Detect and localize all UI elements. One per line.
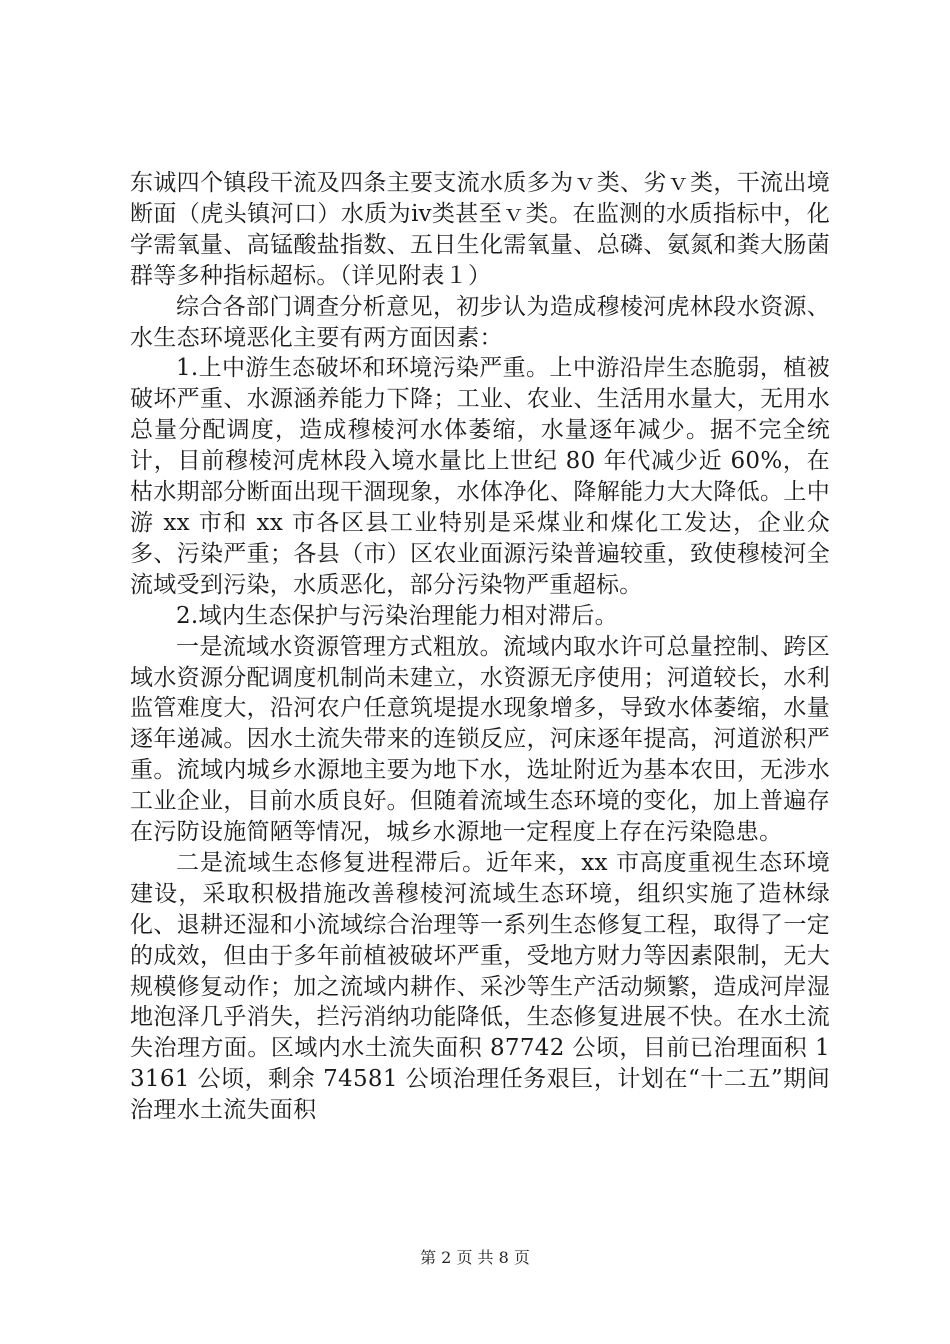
paragraph-water-management: 一是流域水资源管理方式粗放。流域内取水许可总量控制、跨区域水资源分配调度机制尚未建立，水资源无序使用；河道较长，水利监管难度大，沿河农户任意筑堤提水现象增多，导致水体萎缩，水量逐年递减。因水土流失带来的连锁反应，河床逐年提高，河道淤积严重。流域内城乡水源地主要为地下水，选址附近为基本农田，无涉水工业企业，目前水质良好。但随着流域生态环境的变化，加上普遍存在污防设施简陋等情况，城乡水源地一定程度上存在污染隐患。	[130, 633, 830, 846]
paragraph-factor-2-heading: 2.域内生态保护与污染治理能力相对滞后。	[176, 602, 618, 629]
paragraph-ecological-restoration: 二是流域生态修复进程滞后。近年来，xx 市高度重视生态环境建设，采取积极措施改善穆棱河流域生态环境，组织实施了造林绿化、退耕还湿和小流域综合治理等一系列生态修复工程，取得了一定的成效，但由于多年前植被破坏严重，受地方财力等因素限制，无大规模修复动作；加之流域内耕作、采沙等生产活动频繁，造成河岸湿地泡泽几乎消失，拦污消纳功能降低，生态修复进展不快。在水土流失治理方面。区域内水土流失面积 87742 公顷，目前已治理面积 13161 公顷，剩余 74581 公顷治理任务艰巨，计划在“十二五”期间治理水土流失面积	[130, 849, 830, 1124]
paragraph-factor-1: 1.上中游生态破坏和环境污染严重。上中游沿岸生态脆弱，植被破坏严重、水源涵养能力下降；工业、农业、生活用水量大，无用水总量分配调度，造成穆棱河水体萎缩，水量逐年减少。据不完全统计，目前穆棱河虎林段入境水量比上世纪 80 年代减少近 60%，在枯水期部分断面出现干涸现象，水体净化、降解能力大大降低。上中游 xx 市和 xx 市各区县工业特别是采煤业和煤化工发达，企业众多、污染严重；各县（市）区农业面源污染普遍较重，致使穆棱河全流域受到污染，水质恶化，部分污染物严重超标。	[130, 355, 830, 598]
paragraph-water-quality: 东诚四个镇段干流及四条主要支流水质多为ｖ类、劣ｖ类，干流出境断面（虎头镇河口）水质为ⅳ类甚至ｖ类。在监测的水质指标中，化学需氧量、高锰酸盐指数、五日生化需氧量、总磷、氨氮和粪大肠菌群等多种指标超标。（详见附表１）	[130, 170, 830, 289]
document-body	[130, 168, 830, 1126]
paragraph-analysis-intro: 综合各部门调查分析意见，初步认为造成穆棱河虎林段水资源、水生态环境恶化主要有两方面因素：	[130, 293, 830, 351]
page-number-footer: 第 2 页 共 8 页	[420, 1248, 530, 1267]
